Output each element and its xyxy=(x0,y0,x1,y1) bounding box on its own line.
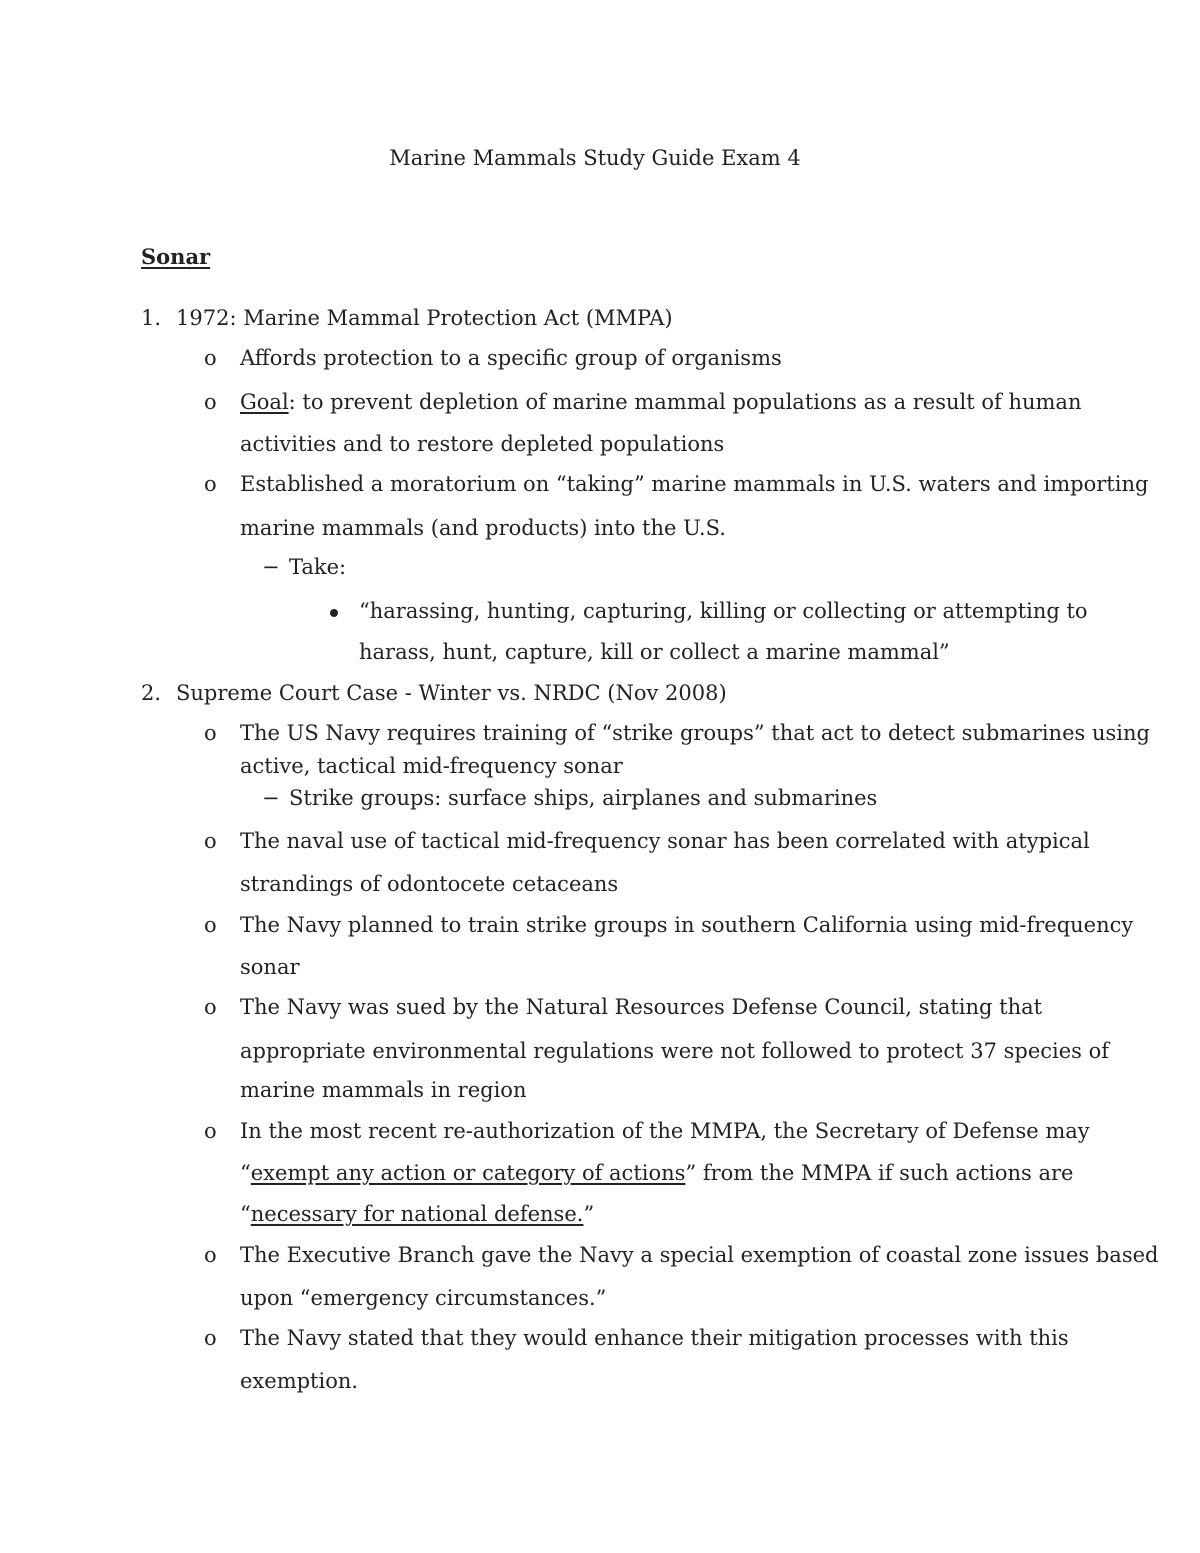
list-item-1-bullet-2 xyxy=(240,387,1081,417)
bullet-marker: o xyxy=(204,1326,217,1350)
list-item-2-bullet-4: The Navy was sued by the Natural Resources Defense Council, stating that xyxy=(240,995,1043,1019)
list-number-2: 2. xyxy=(141,681,162,705)
open-quote: “ xyxy=(240,1161,251,1185)
list-item-1-bullet-2-cont: activities and to restore depleted populations xyxy=(240,432,725,456)
bullet-marker: o xyxy=(204,721,217,745)
solid-bullet-icon xyxy=(330,596,338,626)
take-definition: “harassing, hunting, capturing, killing or collecting or attempting to xyxy=(359,599,1088,623)
list-item-2-bullet-5-cont xyxy=(240,1199,594,1229)
list-item-2-bullet-1-cont: active, tactical mid-frequency sonar xyxy=(240,754,623,778)
strike-groups-text: Strike groups: surface ships, airplanes and submarines xyxy=(289,786,878,810)
list-number-1: 1. xyxy=(141,306,162,330)
exempt-rest: ” from the MMPA if such actions are xyxy=(685,1161,1074,1185)
dash-marker: − xyxy=(262,786,280,810)
bullet-marker: o xyxy=(204,913,217,937)
list-item-2-bullet-5-cont xyxy=(240,1158,1073,1188)
take-definition-cont: harass, hunt, capture, kill or collect a marine mammal” xyxy=(359,640,950,664)
list-item-2-bullet-4-cont: marine mammals in region xyxy=(240,1078,527,1102)
list-item-2-bullet-3: The Navy planned to train strike groups in southern California using mid-frequency xyxy=(240,913,1134,937)
list-item-1-bullet-3-cont: marine mammals (and products) into the U.S. xyxy=(240,516,726,540)
list-item-2-bullet-7-cont: exemption. xyxy=(240,1369,359,1393)
list-item-2-bullet-4-cont: appropriate environmental regulations were not followed to protect 37 species of xyxy=(240,1039,1110,1063)
close-quote: ” xyxy=(583,1202,595,1226)
national-defense-phrase: necessary for national defense. xyxy=(250,1202,584,1226)
exempt-phrase: exempt any action or category of actions xyxy=(250,1161,686,1185)
bullet-marker: o xyxy=(204,995,217,1019)
document-title: Marine Mammals Study Guide Exam 4 xyxy=(389,146,801,170)
list-item-1-bullet-1: Affords protection to a specific group of organisms xyxy=(240,346,782,370)
list-item-2-bullet-3-cont: sonar xyxy=(240,955,300,979)
list-item-2-bullet-5: In the most recent re-authorization of the MMPA, the Secretary of Defense may xyxy=(240,1119,1090,1143)
bullet-marker: o xyxy=(204,390,217,414)
open-quote: “ xyxy=(240,1202,251,1226)
bullet-marker: o xyxy=(204,1243,217,1267)
list-item-2-bullet-2-cont: strandings of odontocete cetaceans xyxy=(240,872,619,896)
list-item-1-text: 1972: Marine Mammal Protection Act (MMPA) xyxy=(176,306,673,330)
goal-text: : to prevent depletion of marine mammal populations as a result of human xyxy=(288,390,1082,414)
bullet-marker: o xyxy=(204,346,217,370)
bullet-marker: o xyxy=(204,472,217,496)
goal-label: Goal xyxy=(240,390,289,414)
list-item-2-bullet-6-cont: upon “emergency circumstances.” xyxy=(240,1286,607,1310)
dash-marker: − xyxy=(262,555,280,579)
section-heading-sonar: Sonar xyxy=(141,244,211,269)
bullet-marker: o xyxy=(204,829,217,853)
list-item-2-text: Supreme Court Case - Winter vs. NRDC (Nov 2008) xyxy=(176,681,727,705)
list-item-2-bullet-7: The Navy stated that they would enhance their mitigation processes with this xyxy=(240,1326,1069,1350)
bullet-marker: o xyxy=(204,1119,217,1143)
list-item-2-bullet-2: The naval use of tactical mid-frequency sonar has been correlated with atypical xyxy=(240,829,1090,853)
list-item-2-bullet-6: The Executive Branch gave the Navy a special exemption of coastal zone issues based xyxy=(240,1243,1159,1267)
take-label: Take: xyxy=(289,555,347,579)
list-item-2-bullet-1: The US Navy requires training of “strike groups” that act to detect submarines using xyxy=(240,721,1150,745)
list-item-1-bullet-3: Established a moratorium on “taking” marine mammals in U.S. waters and importing xyxy=(240,472,1149,496)
